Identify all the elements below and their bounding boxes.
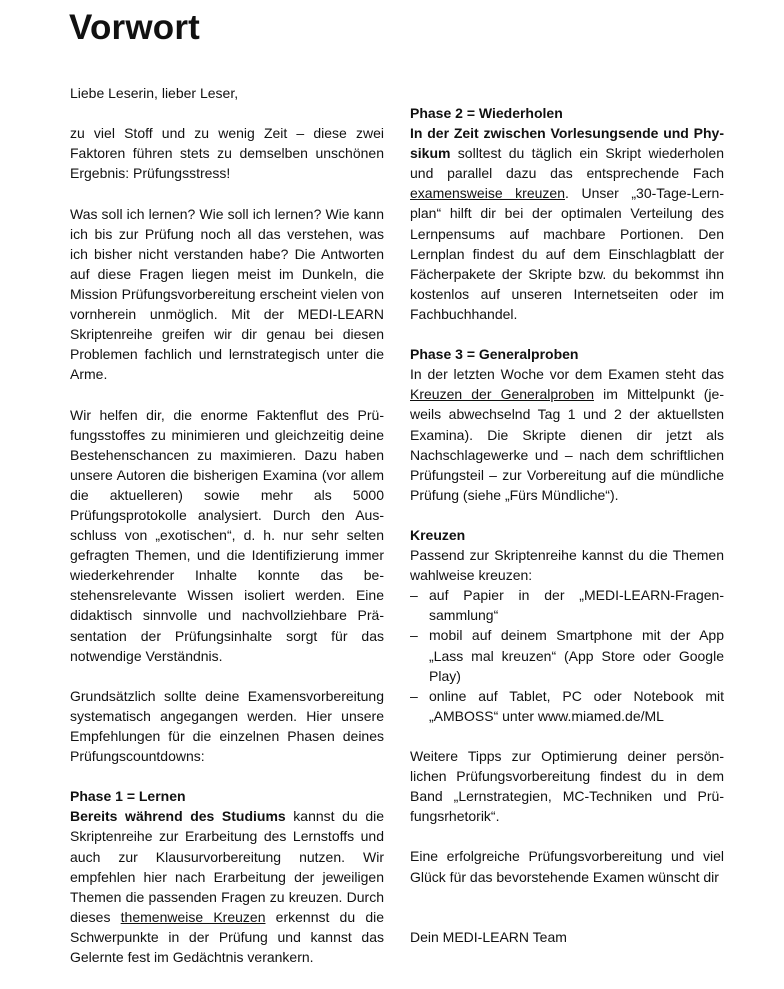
phase1-link[interactable]: themenweise Kreuzen (120, 908, 266, 925)
phase2-heading: Phase 2 = Wiederholen (410, 105, 563, 121)
right-column (410, 103, 724, 947)
phase1-bold-lead: Bereits während des Studiums (70, 808, 286, 825)
greeting: Liebe Leserin, lieber Leser, (70, 85, 239, 101)
page-title: Vorwort (69, 8, 201, 47)
recommendation-paragraph: Grundsätzlich sollte deine Examensvorbereitung systematisch angegangen werden. Hier unsere Empfehlungen für die einzelnen Phasen deines Prüfungscountdowns: (70, 687, 384, 765)
phase3-text-b: im Mittelpunkt (jeweils abwechselnd Tag 1 und 2 der aktuellsten Examina). Die Skripte dienen dir jetzt als Nachschlagewerke und – nach dem schriftlichen Prüfungsteil – zur Vorbereitung auf die mündliche Prüfung (siehe „Fürs Mündliche“). (410, 386, 724, 503)
list-item: – auf Papier in der „MEDI-LEARN-Fragensammlung“ (410, 585, 724, 625)
kreuzen-heading: Kreuzen (410, 526, 466, 543)
intro-paragraph: zu viel Stoff und zu wenig Zeit – diese zwei Faktoren führen stets zu demselben unschönen Ergebnis: Prüfungsstress! (70, 125, 384, 182)
left-column (70, 83, 384, 967)
signature: Dein MEDI-LEARN Team (410, 928, 567, 945)
phase3-text-a: In der letzten Woche vor dem Examen steht das (410, 366, 724, 383)
tips-paragraph: Weitere Tipps zur Optimierung deiner persönlichen Prüfungsvorbereitung findest du in dem Band „Lernstrategien, MC-Techniken und Prüfungsrhetorik“. (410, 748, 724, 825)
phase1-heading: Phase 1 = Lernen (70, 788, 186, 805)
help-paragraph: Wir helfen dir, die enorme Faktenflut des Prüfungsstoffes zu minimieren und gleichzeitig deine Bestehenschancen zu maximieren. Dazu haben unsere Autoren die bisherigen Examina (vor allem die aktuelleren) sowie mehr als 5000 Prüfungsprotokolle analysiert. Durch den Ausschluss von „exotischen“, d. h. nur sehr selten gefragten Themen, und die Identifizierung immer wiederkehrender Inhalte konnte das bestehensrelevante Wissen isoliert werden. Eine didaktisch sinnvolle und nachvollziehbare Präsentation der Prüfungsinhalte sorgt für das notwendige Verständnis. (70, 406, 384, 664)
phase2-link[interactable]: examensweise kreuzen (410, 185, 565, 202)
phase2-text-b: . Unser „30-Tage-Lernplan“ hilft dir bei der optimalen Verteilung des Lernpensums auf machbare Portionen. Den Lernplan findest du auf dem Einschlagblatt der Fächerpakete der Skripte bzw. du bekommst ihn kostenlos auf unseren Internetseiten oder im Fachbuchhandel. (410, 185, 725, 322)
list-item: – online auf Tablet, PC oder Notebook mit „AMBOSS“ unter www.miamed.de/ML (410, 686, 724, 726)
kreuzen-list (410, 585, 724, 726)
phase1-paragraph (70, 806, 384, 967)
phase2-bold-lead: In der Zeit zwischen Vorlesungsende und Physikum (410, 125, 724, 162)
phase3-paragraph (410, 364, 724, 505)
kreuzen-intro: Passend zur Skriptenreihe kannst du die Themen wahlweise kreuzen: (410, 547, 724, 584)
closing-paragraph: Eine erfolgreiche Prüfungsvorbereitung und viel Glück für das bevorstehende Examen wünscht dir (410, 848, 724, 885)
phase3-heading: Phase 3 = Generalproben (410, 346, 579, 363)
phase2-text-a: solltest du täglich ein Skript wiederholen und parallel dazu das entsprechende Fach (410, 145, 724, 182)
phase1-text-b: erkennst du die Schwerpunkte in der Prüfung und kannst das Gelernte fest im Gedächtnis verankern. (70, 908, 384, 966)
phase3-link[interactable]: Kreuzen der Generalproben (410, 386, 594, 403)
phase2-paragraph (410, 123, 724, 324)
questions-paragraph: Was soll ich lernen? Wie soll ich lernen? Wie kann ich bis zur Prüfung noch all das verstehen, was ich bisher nicht verstanden habe? Die Antworten auf diese Fragen liegen meist im Dunkeln, die Mission Prüfungsvorbereitung erscheint vielen von vornherein unmöglich. Mit der MEDI-LEARN Skriptenreihe greifen wir dir genau bei diesen Problemen fachlich und lernstrategisch unter die Arme. (70, 205, 384, 383)
phase1-text-a: kannst du die Skriptenreihe zur Erarbeitung des Lernstoffs und auch zur Klausurvorbereitung nutzen. Wir empfehlen hier nach Erarbeitung der jeweiligen Themen die passenden Fragen zu kreuzen. Durch dieses (70, 808, 384, 925)
list-item: – mobil auf deinem Smartphone mit der App „Lass mal kreuzen“ (App Store oder Google Play) (410, 625, 724, 685)
